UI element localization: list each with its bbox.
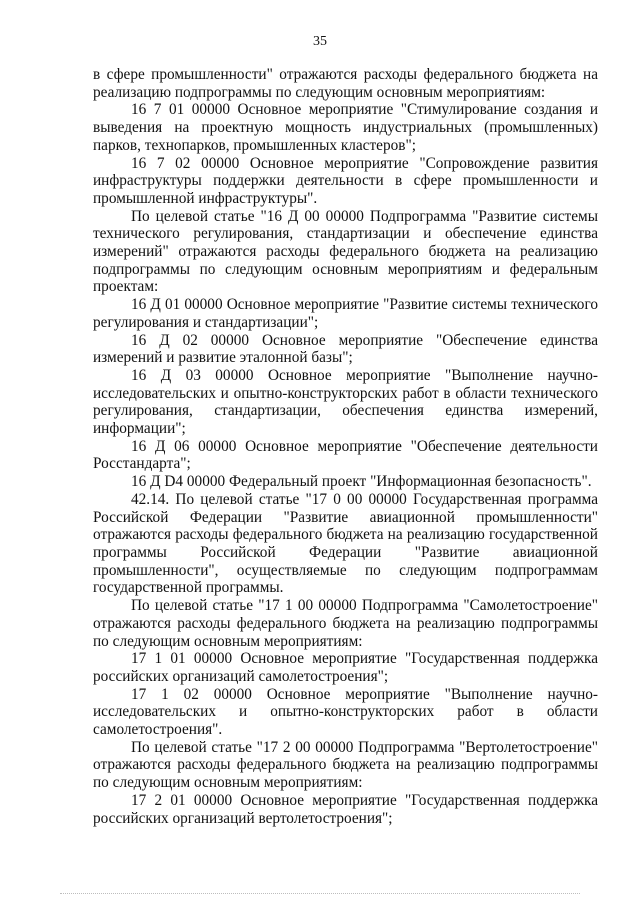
paragraph: 16 Д D4 00000 Федеральный проект "Информационная безопасность". [131,473,592,491]
paragraph: 17 1 01 00000 Основное мероприятие "Государственная поддержка российских организаций самолетостроения"; [93,650,598,685]
document-body [93,66,598,827]
paragraph: 16 Д 06 00000 Основное мероприятие "Обеспечение деятельности Росстандарта"; [93,437,598,473]
paragraph: 16 Д 03 00000 Основное мероприятие "Выполнение научно-исследовательских и опытно-конструкторских работ в области технического регулирования, стандартизации, обеспечения единства измерений, информации"; [93,366,598,438]
paragraph: в сфере промышленности" отражаются расходы федерального бюджета на реализацию подпрограммы по следующим основным мероприятиям: [93,66,598,101]
paragraph: По целевой статье "17 1 00 00000 Подпрограмма "Самолетостроение" отражаются расходы федерального бюджета на реализацию подпрограммы по следующим основным мероприятиям: [93,597,598,650]
paragraph: 16 7 01 00000 Основное мероприятие "Стимулирование создания и выведения на проектную мощность индустриальных (промышленных) парков, технопарков, промышленных кластеров"; [93,101,598,154]
page-number: 35 [313,34,327,49]
paragraph: 16 Д 01 00000 Основное мероприятие "Развитие системы технического регулирования и стандартизации"; [93,296,598,331]
paragraph: 16 7 02 00000 Основное мероприятие "Сопровождение развития инфраструктуры поддержки деятельности в сфере промышленности и промышленной инфраструктуры". [93,154,598,207]
paragraph: 17 1 02 00000 Основное мероприятие "Выполнение научно-исследовательских и опытно-конструкторских работ в области самолетостроения". [93,685,598,739]
scan-edge-line [60,893,580,894]
paragraph: 17 2 01 00000 Основное мероприятие "Государственная поддержка российских организаций вертолетостроения"; [93,791,598,827]
paragraph: 42.14. По целевой статье "17 0 00 00000 Государственная программа Российской Федерации "Развитие авиационной промышленности" отражаются расходы федерального бюджета на реализацию государственной программы Российской Федерации "Развитие авиационной промышленности", осуществляемые по следующим подпрограммам государственной программы. [93,490,598,597]
paragraph: По целевой статье "16 Д 00 00000 Подпрограмма "Развитие системы технического регулирования, стандартизации и обеспечение единства измерений" отражаются расходы федерального бюджета на реализацию подпрограммы по следующим основным мероприятиям и федеральным проектам: [93,207,598,296]
paragraph: По целевой статье "17 2 00 00000 Подпрограмма "Вертолетостроение" отражаются расходы федерального бюджета на реализацию подпрограммы по следующим основным мероприятиям: [93,738,598,792]
paragraph: 16 Д 02 00000 Основное мероприятие "Обеспечение единства измерений и развитие эталонной базы"; [93,331,598,367]
